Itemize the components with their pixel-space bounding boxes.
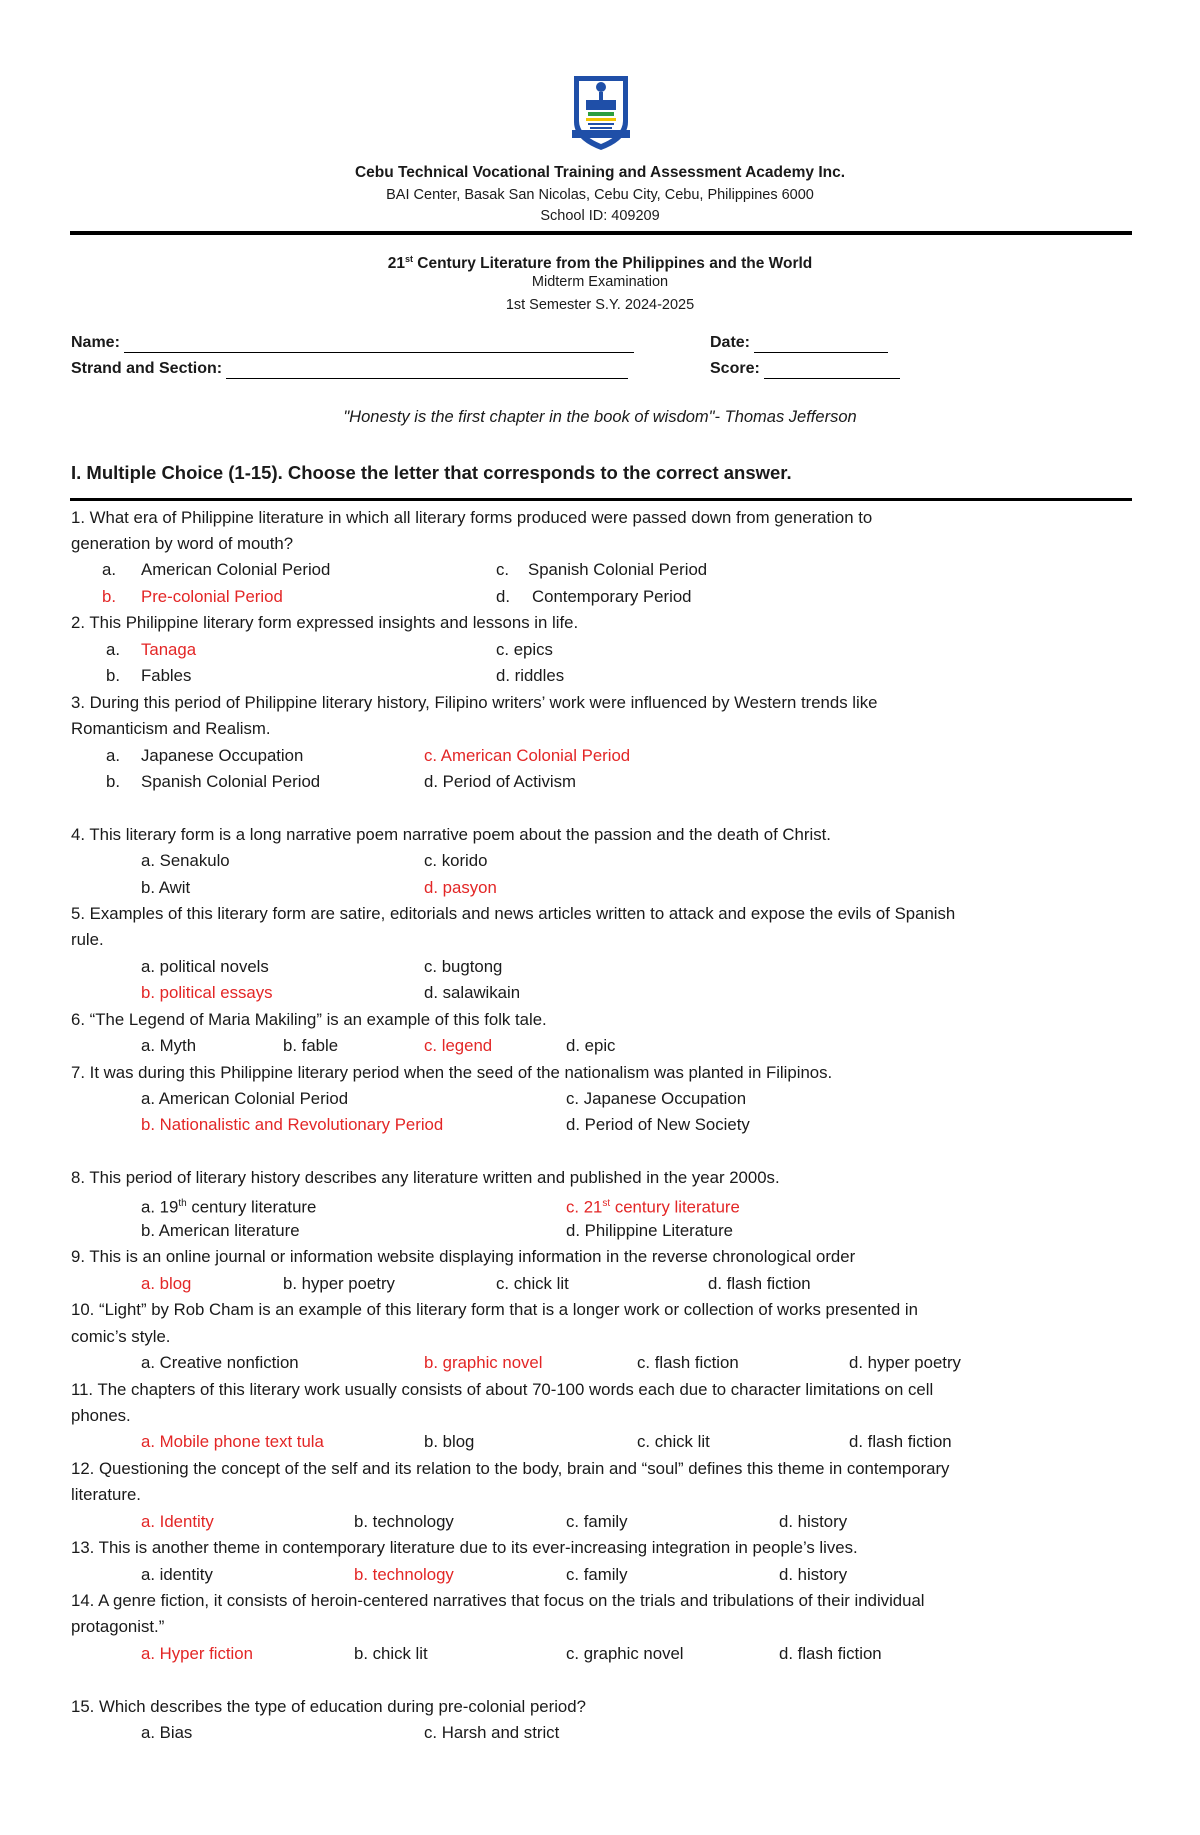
name-line[interactable] <box>124 337 634 353</box>
q11-option-d[interactable]: d. flash fiction <box>849 1432 952 1451</box>
q3-option-a[interactable]: a. <box>106 746 120 765</box>
subject-title: 21st Century Literature from the Philippines and the World <box>387 254 813 273</box>
name-label: Name: <box>71 334 120 351</box>
question-10: 10. “Light” by Rob Cham is an example of this literary form that is a longer work or collection of works presented in <box>71 1300 918 1319</box>
q12-option-c[interactable]: c. family <box>566 1512 628 1531</box>
q3-option-b-text: Spanish Colonial Period <box>141 772 321 791</box>
q13-option-c[interactable]: c. family <box>566 1565 628 1584</box>
q8-option-d[interactable]: d. Philippine Literature <box>566 1221 733 1240</box>
question-14-cont: protagonist.” <box>71 1617 165 1636</box>
q4-option-a[interactable]: a. Senakulo <box>141 851 230 870</box>
score-label: Score: <box>710 360 760 377</box>
q2-option-a-answer: Tanaga <box>141 640 197 659</box>
question-5: 5. Examples of this literary form are satire, editorials and news articles written to attack and expose the evils of Spanish <box>71 904 956 923</box>
q14-option-c[interactable]: c. graphic novel <box>566 1644 684 1663</box>
date-label: Date: <box>710 334 751 351</box>
score-field[interactable] <box>710 359 900 379</box>
q7-option-a[interactable]: a. American Colonial Period <box>141 1089 349 1108</box>
q8-option-c-answer[interactable]: c. 21st century literature <box>566 1197 740 1217</box>
strand-label: Strand and Section: <box>71 360 223 377</box>
q7-option-c[interactable]: c. Japanese Occupation <box>566 1089 747 1108</box>
q1-option-c-text: Spanish Colonial Period <box>528 560 708 579</box>
q8-option-b[interactable]: b. American literature <box>141 1221 300 1240</box>
q15-option-a[interactable]: a. Bias <box>141 1723 193 1742</box>
q2-option-b[interactable]: b. <box>106 666 120 685</box>
q1-option-b-text: Pre-colonial Period <box>141 587 283 606</box>
question-1-cont: generation by word of mouth? <box>71 534 294 553</box>
strand-field[interactable] <box>71 359 628 379</box>
q5-option-b-answer[interactable]: b. political essays <box>141 983 273 1002</box>
q2-option-c[interactable]: c. epics <box>496 640 553 659</box>
q10-option-d[interactable]: d. hyper poetry <box>849 1353 961 1372</box>
header-divider <box>70 231 1132 235</box>
q9-option-a-answer[interactable]: a. blog <box>141 1274 192 1293</box>
q2-option-d[interactable]: d. riddles <box>496 666 565 685</box>
score-line[interactable] <box>764 363 900 379</box>
q10-option-a[interactable]: a. Creative nonfiction <box>141 1353 299 1372</box>
question-10-cont: comic’s style. <box>71 1327 171 1346</box>
question-13: 13. This is another theme in contemporary literature due to its ever-increasing integration in people’s lives. <box>71 1538 858 1557</box>
q14-option-a-answer[interactable]: a. Hyper fiction <box>141 1644 253 1663</box>
question-12: 12. Questioning the concept of the self and its relation to the body, brain and “soul” defines this theme in contemporary <box>71 1459 950 1478</box>
school-id: School ID: 409209 <box>540 208 660 224</box>
q6-option-c-answer[interactable]: c. legend <box>424 1036 493 1055</box>
q6-option-d[interactable]: d. epic <box>566 1036 616 1055</box>
q13-option-b-answer[interactable]: b. technology <box>354 1565 454 1584</box>
q5-option-c[interactable]: c. bugtong <box>424 957 503 976</box>
question-3: 3. During this period of Philippine literary history, Filipino writers’ work were influenced by Western trends like <box>71 693 878 712</box>
school-logo-icon <box>568 72 634 152</box>
q1-option-a[interactable]: a. <box>102 560 116 579</box>
q1-option-c[interactable]: c. <box>496 560 510 579</box>
q5-option-a[interactable]: a. political novels <box>141 957 269 976</box>
q15-option-c[interactable]: c. Harsh and strict <box>424 1723 560 1742</box>
q5-option-d[interactable]: d. salawikain <box>424 983 521 1002</box>
question-3-cont: Romanticism and Realism. <box>71 719 271 738</box>
q13-option-d[interactable]: d. history <box>779 1565 848 1584</box>
q13-option-a[interactable]: a. identity <box>141 1565 213 1584</box>
question-14: 14. A genre fiction, it consists of heroin-centered narratives that focus on the trials and tribulations of their individual <box>71 1591 925 1610</box>
q1-option-d[interactable]: d. <box>496 587 510 606</box>
q10-option-b-answer[interactable]: b. graphic novel <box>424 1353 543 1372</box>
q11-option-b[interactable]: b. blog <box>424 1432 475 1451</box>
q11-option-c[interactable]: c. chick lit <box>637 1432 710 1451</box>
semester: 1st Semester S.Y. 2024-2025 <box>505 297 695 313</box>
q9-option-d[interactable]: d. flash fiction <box>708 1274 811 1293</box>
q12-option-b[interactable]: b. technology <box>354 1512 454 1531</box>
question-5-cont: rule. <box>71 930 104 949</box>
question-6: 6. “The Legend of Maria Makiling” is an example of this folk tale. <box>71 1010 547 1029</box>
question-7: 7. It was during this Philippine literary period when the seed of the nationalism was planted in Filipinos. <box>71 1063 833 1082</box>
section-title: I. Multiple Choice (1-15). Choose the letter that corresponds to the correct answer. <box>71 462 792 483</box>
q10-option-c[interactable]: c. flash fiction <box>637 1353 739 1372</box>
q2-option-b-text: Fables <box>141 666 192 685</box>
question-11: 11. The chapters of this literary work usually consists of about 70-100 words each due to character limitations on cell <box>71 1380 934 1399</box>
date-line[interactable] <box>754 337 888 353</box>
q12-option-d[interactable]: d. history <box>779 1512 848 1531</box>
q4-option-d-answer[interactable]: d. pasyon <box>424 878 497 897</box>
q4-option-b[interactable]: b. Awit <box>141 878 191 897</box>
question-2: 2. This Philippine literary form expressed insights and lessons in life. <box>71 613 579 632</box>
exam-title: Midterm Examination <box>531 274 669 290</box>
q3-option-c-answer[interactable]: c. American Colonial Period <box>424 746 631 765</box>
q12-option-a-answer[interactable]: a. Identity <box>141 1512 214 1531</box>
q7-option-b-answer[interactable]: b. Nationalistic and Revolutionary Period <box>141 1115 444 1134</box>
q7-option-d[interactable]: d. Period of New Society <box>566 1115 750 1134</box>
q6-option-a[interactable]: a. Myth <box>141 1036 197 1055</box>
question-4: 4. This literary form is a long narrative poem narrative poem about the passion and the death of Christ. <box>71 825 831 844</box>
q4-option-c[interactable]: c. korido <box>424 851 488 870</box>
quote: "Honesty is the first chapter in the book of wisdom"- Thomas Jefferson <box>343 408 857 426</box>
q1-option-b-answer[interactable]: b. <box>102 587 116 606</box>
strand-line[interactable] <box>226 363 628 379</box>
question-11-cont: phones. <box>71 1406 131 1425</box>
question-8: 8. This period of literary history describes any literature written and published in the year 2000s. <box>71 1168 780 1187</box>
question-1: 1. What era of Philippine literature in which all literary forms produced were passed down from generation to <box>71 508 873 527</box>
q8-option-a[interactable]: a. 19th century literature <box>141 1197 317 1217</box>
q3-option-d[interactable]: d. Period of Activism <box>424 772 577 791</box>
q6-option-b[interactable]: b. fable <box>283 1036 339 1055</box>
date-field[interactable] <box>710 333 888 353</box>
school-address: BAI Center, Basak San Nicolas, Cebu City, Cebu, Philippines 6000 <box>386 187 814 203</box>
question-9: 9. This is an online journal or information website displaying information in the reverse chronological order <box>71 1247 856 1266</box>
q2-option-a[interactable]: a. <box>106 640 120 659</box>
q9-option-c[interactable]: c. chick lit <box>496 1274 569 1293</box>
question-12-cont: literature. <box>71 1485 141 1504</box>
section-divider <box>70 498 1132 501</box>
q3-option-b[interactable]: b. <box>106 772 120 791</box>
school-name: Cebu Technical Vocational Training and Assessment Academy Inc. <box>354 164 846 181</box>
q9-option-b[interactable]: b. hyper poetry <box>283 1274 395 1293</box>
q11-option-a-answer[interactable]: a. Mobile phone text tula <box>141 1432 324 1451</box>
name-field[interactable] <box>71 333 634 353</box>
question-15: 15. Which describes the type of education during pre-colonial period? <box>71 1697 586 1716</box>
q1-option-a-text: American Colonial Period <box>141 560 331 579</box>
q14-option-b[interactable]: b. chick lit <box>354 1644 428 1663</box>
q14-option-d[interactable]: d. flash fiction <box>779 1644 882 1663</box>
q1-option-d-text: Contemporary Period <box>532 587 692 606</box>
q3-option-a-text: Japanese Occupation <box>141 746 304 765</box>
